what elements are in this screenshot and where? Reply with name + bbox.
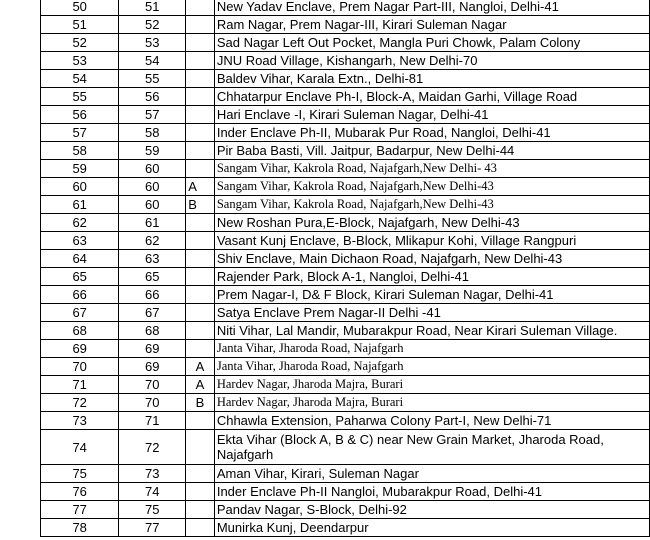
colony-number-cell: 75 — [119, 501, 186, 519]
serial-number-cell: 51 — [41, 16, 119, 34]
colony-number-cell: 55 — [119, 70, 186, 88]
colony-name-cell: Janta Vihar, Jharoda Road, Najafgarh — [214, 358, 649, 376]
serial-number-cell: 60 — [41, 178, 119, 196]
suffix-cell — [186, 142, 215, 160]
colony-name-cell: JNU Road Village, Kishangarh, New Delhi-70 — [214, 52, 649, 70]
colony-number-cell: 56 — [119, 88, 186, 106]
table-row — [41, 376, 650, 394]
suffix-cell: B — [186, 196, 215, 214]
colony-name-cell: Hardev Nagar, Jharoda Majra, Burari — [214, 394, 649, 412]
colony-number-cell: 57 — [119, 106, 186, 124]
suffix-cell — [186, 430, 215, 465]
colony-number-cell: 67 — [119, 304, 186, 322]
suffix-cell — [186, 0, 215, 16]
serial-number-cell: 68 — [41, 322, 119, 340]
serial-number-cell: 57 — [41, 124, 119, 142]
colony-number-cell: 74 — [119, 483, 186, 501]
serial-number-cell: 62 — [41, 214, 119, 232]
suffix-cell: A — [186, 358, 215, 376]
colony-name-cell: Sangam Vihar, Kakrola Road, Najafgarh,New Delhi-43 — [214, 178, 649, 196]
serial-number-cell: 63 — [41, 232, 119, 250]
table-body — [41, 0, 650, 537]
colony-number-cell: 70 — [119, 376, 186, 394]
table-row — [41, 358, 650, 376]
table-row — [41, 52, 650, 70]
colony-number-cell: 58 — [119, 124, 186, 142]
serial-number-cell: 77 — [41, 501, 119, 519]
colony-number-cell: 70 — [119, 394, 186, 412]
table-row — [41, 70, 650, 88]
table-row — [41, 286, 650, 304]
colony-name-cell: Aman Vihar, Kirari, Suleman Nagar — [214, 465, 649, 483]
colony-number-cell: 52 — [119, 16, 186, 34]
colony-name-cell: Ram Nagar, Prem Nagar-III, Kirari Suleman Nagar — [214, 16, 649, 34]
suffix-cell — [186, 322, 215, 340]
table-row — [41, 412, 650, 430]
table-row — [41, 16, 650, 34]
table-row — [41, 124, 650, 142]
colony-name-cell: Munirka Kunj, Deendarpur — [214, 519, 649, 537]
suffix-cell — [186, 232, 215, 250]
serial-number-cell: 72 — [41, 394, 119, 412]
serial-number-cell: 75 — [41, 465, 119, 483]
colony-name-cell: Ekta Vihar (Block A, B & C) near New Grain Market, Jharoda Road, Najafgarh — [214, 430, 649, 465]
colony-name-cell: Inder Enclave Ph-II Nangloi, Mubarakpur Road, Delhi-41 — [214, 483, 649, 501]
suffix-cell — [186, 304, 215, 322]
suffix-cell — [186, 214, 215, 232]
suffix-cell — [186, 160, 215, 178]
colony-name-cell: Niti Vihar, Lal Mandir, Mubarakpur Road, Near Kirari Suleman Village. — [214, 322, 649, 340]
serial-number-cell: 56 — [41, 106, 119, 124]
serial-number-cell: 50 — [41, 0, 119, 16]
table-row — [41, 394, 650, 412]
table-row — [41, 160, 650, 178]
colony-name-cell: New Yadav Enclave, Prem Nagar Part-III, Nangloi, Delhi-41 — [214, 0, 649, 16]
colony-name-cell: Hardev Nagar, Jharoda Majra, Burari — [214, 376, 649, 394]
colony-list-table — [40, 0, 650, 537]
colony-number-cell: 73 — [119, 465, 186, 483]
serial-number-cell: 67 — [41, 304, 119, 322]
suffix-cell — [186, 340, 215, 358]
colony-name-cell: Hari Enclave -I, Kirari Suleman Nagar, Delhi-41 — [214, 106, 649, 124]
serial-number-cell: 64 — [41, 250, 119, 268]
serial-number-cell: 65 — [41, 268, 119, 286]
colony-name-cell: Shiv Enclave, Main Dichaon Road, Najafgarh, New Delhi-43 — [214, 250, 649, 268]
suffix-cell — [186, 501, 215, 519]
suffix-cell — [186, 106, 215, 124]
colony-number-cell: 77 — [119, 519, 186, 537]
colony-number-cell: 62 — [119, 232, 186, 250]
table-row — [41, 465, 650, 483]
colony-name-cell: Sangam Vihar, Kakrola Road, Najafgarh,New Delhi- 43 — [214, 160, 649, 178]
suffix-cell — [186, 519, 215, 537]
table-row — [41, 501, 650, 519]
suffix-cell: A — [186, 178, 215, 196]
colony-number-cell: 53 — [119, 34, 186, 52]
suffix-cell — [186, 88, 215, 106]
colony-name-cell: New Roshan Pura,E-Block, Najafgarh, New Delhi-43 — [214, 214, 649, 232]
suffix-cell — [186, 124, 215, 142]
colony-number-cell: 61 — [119, 214, 186, 232]
serial-number-cell: 78 — [41, 519, 119, 537]
table-row — [41, 519, 650, 537]
table-row — [41, 88, 650, 106]
colony-number-cell: 71 — [119, 412, 186, 430]
table-row — [41, 430, 650, 465]
serial-number-cell: 66 — [41, 286, 119, 304]
colony-name-cell: Sangam Vihar, Kakrola Road, Najafgarh,New Delhi-43 — [214, 196, 649, 214]
colony-number-cell: 54 — [119, 52, 186, 70]
colony-name-cell: Baldev Vihar, Karala Extn., Delhi-81 — [214, 70, 649, 88]
colony-number-cell: 63 — [119, 250, 186, 268]
serial-number-cell: 73 — [41, 412, 119, 430]
colony-number-cell: 68 — [119, 322, 186, 340]
suffix-cell — [186, 483, 215, 501]
colony-number-cell: 65 — [119, 268, 186, 286]
colony-number-cell: 72 — [119, 430, 186, 465]
serial-number-cell: 76 — [41, 483, 119, 501]
table-row — [41, 250, 650, 268]
serial-number-cell: 59 — [41, 160, 119, 178]
serial-number-cell: 52 — [41, 34, 119, 52]
table-row — [41, 232, 650, 250]
serial-number-cell: 58 — [41, 142, 119, 160]
table-row — [41, 214, 650, 232]
suffix-cell — [186, 70, 215, 88]
suffix-cell — [186, 16, 215, 34]
suffix-cell: B — [186, 394, 215, 412]
colony-number-cell: 51 — [119, 0, 186, 16]
colony-name-cell: Pir Baba Basti, Vill. Jaitpur, Badarpur, New Delhi-44 — [214, 142, 649, 160]
table-row — [41, 178, 650, 196]
suffix-cell — [186, 465, 215, 483]
colony-number-cell: 59 — [119, 142, 186, 160]
serial-number-cell: 70 — [41, 358, 119, 376]
table-row — [41, 196, 650, 214]
table-row — [41, 483, 650, 501]
colony-number-cell: 60 — [119, 178, 186, 196]
colony-name-cell: Pandav Nagar, S-Block, Delhi-92 — [214, 501, 649, 519]
table-row — [41, 142, 650, 160]
suffix-cell — [186, 412, 215, 430]
colony-name-cell: Sad Nagar Left Out Pocket, Mangla Puri Chowk, Palam Colony — [214, 34, 649, 52]
colony-number-cell: 69 — [119, 340, 186, 358]
table-row — [41, 268, 650, 286]
suffix-cell — [186, 52, 215, 70]
colony-name-cell: Chhatarpur Enclave Ph-I, Block-A, Maidan Garhi, Village Road — [214, 88, 649, 106]
colony-number-cell: 60 — [119, 160, 186, 178]
serial-number-cell: 71 — [41, 376, 119, 394]
table-row — [41, 0, 650, 16]
colony-number-cell: 66 — [119, 286, 186, 304]
serial-number-cell: 54 — [41, 70, 119, 88]
suffix-cell — [186, 34, 215, 52]
table-row — [41, 322, 650, 340]
colony-name-cell: Janta Vihar, Jharoda Road, Najafgarh — [214, 340, 649, 358]
colony-name-cell: Inder Enclave Ph-II, Mubarak Pur Road, Nangloi, Delhi-41 — [214, 124, 649, 142]
serial-number-cell: 55 — [41, 88, 119, 106]
suffix-cell — [186, 286, 215, 304]
table-row — [41, 304, 650, 322]
colony-name-cell: Rajender Park, Block A-1, Nangloi, Delhi-41 — [214, 268, 649, 286]
serial-number-cell: 74 — [41, 430, 119, 465]
colony-number-cell: 69 — [119, 358, 186, 376]
serial-number-cell: 61 — [41, 196, 119, 214]
colony-name-cell: Prem Nagar-I, D& F Block, Kirari Suleman Nagar, Delhi-41 — [214, 286, 649, 304]
colony-name-cell: Vasant Kunj Enclave, B-Block, Mlikapur Kohi, Village Rangpuri — [214, 232, 649, 250]
table-row — [41, 106, 650, 124]
serial-number-cell: 53 — [41, 52, 119, 70]
serial-number-cell: 69 — [41, 340, 119, 358]
suffix-cell: A — [186, 376, 215, 394]
colony-number-cell: 60 — [119, 196, 186, 214]
suffix-cell — [186, 268, 215, 286]
table-row — [41, 340, 650, 358]
colony-name-cell: Satya Enclave Prem Nagar-II Delhi -41 — [214, 304, 649, 322]
colony-name-cell: Chhawla Extension, Paharwa Colony Part-I, New Delhi-71 — [214, 412, 649, 430]
table-row — [41, 34, 650, 52]
suffix-cell — [186, 250, 215, 268]
